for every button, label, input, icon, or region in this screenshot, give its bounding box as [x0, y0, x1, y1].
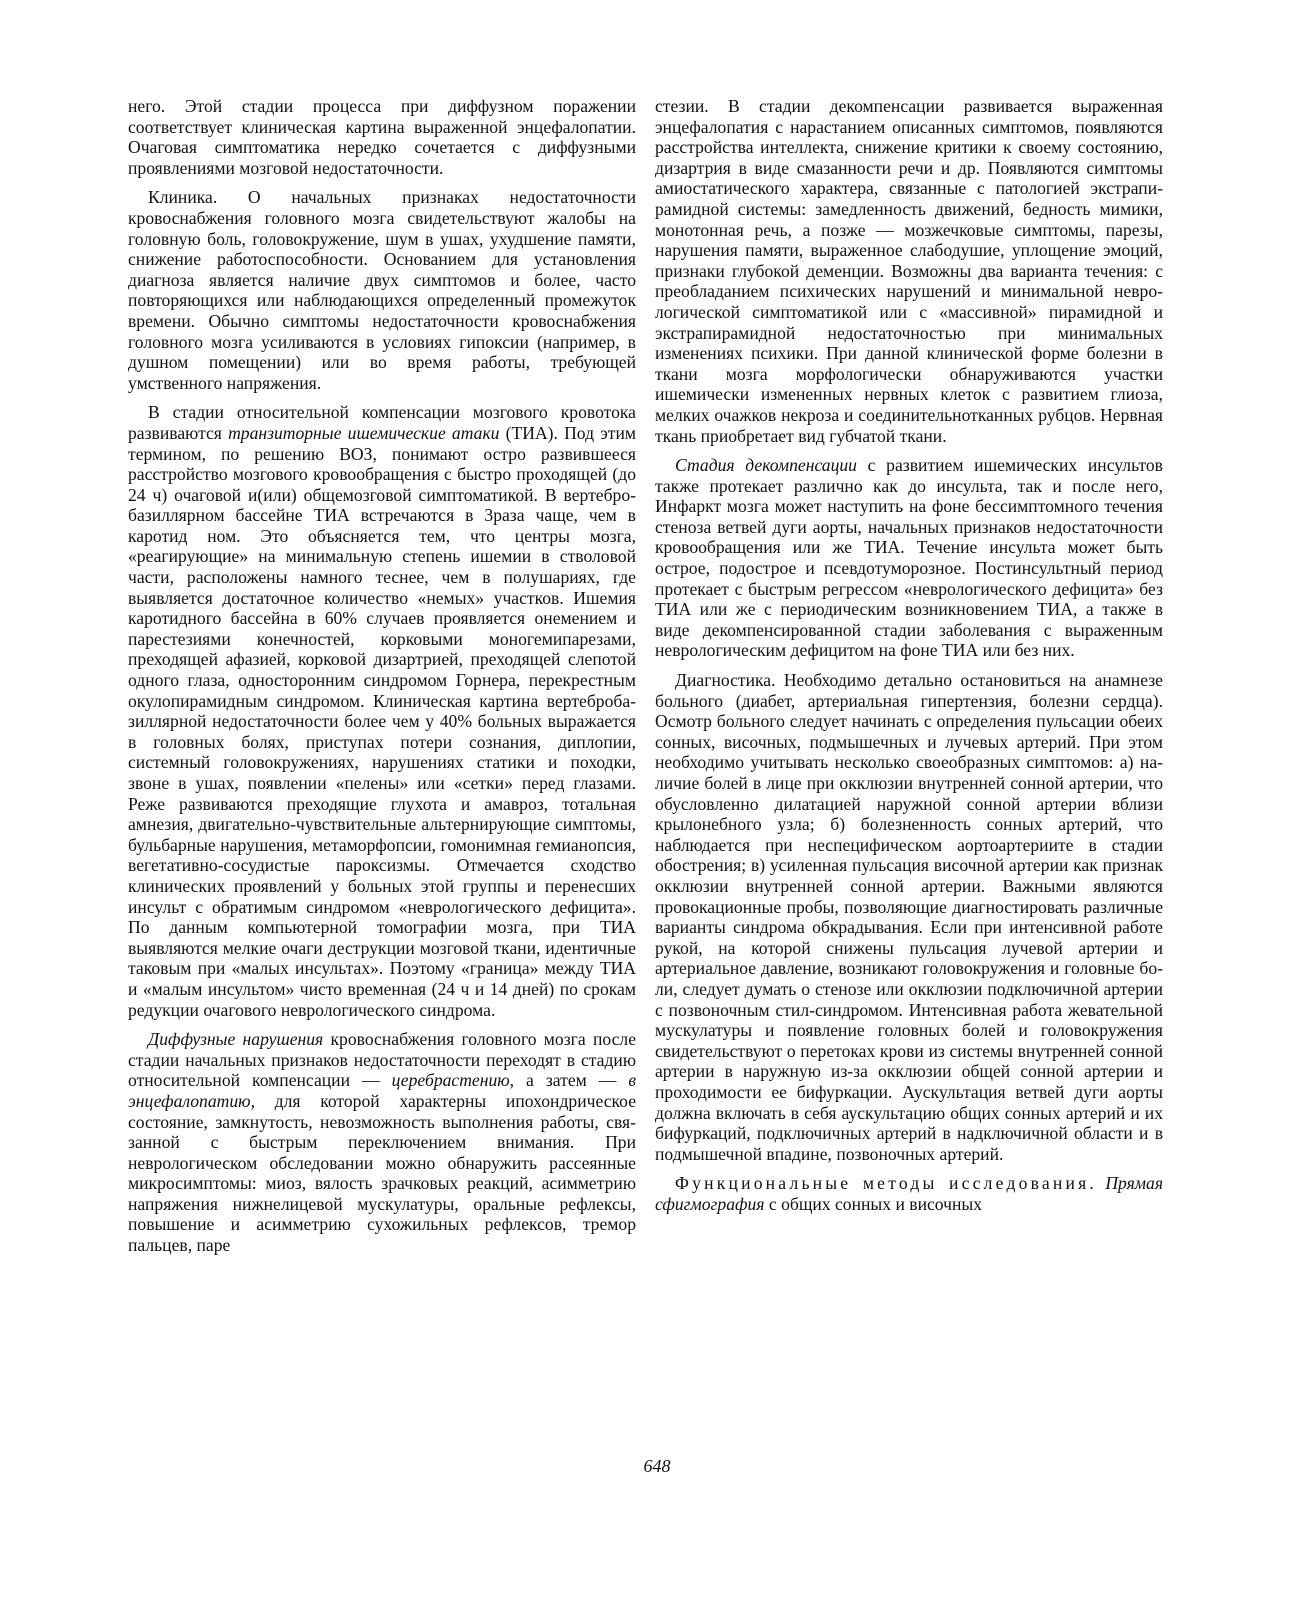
text-run: с общих сонных и височных — [764, 1193, 983, 1214]
section-heading-functional-methods: Функциональные методы исследования. — [675, 1173, 1097, 1194]
paragraph-functional-methods — [655, 1173, 1163, 1214]
italic-term-cerebrasthenia: церебрастению, — [391, 1070, 515, 1091]
italic-term-decompensation: Стадия декомпенсации — [675, 455, 857, 476]
paragraph-diffuse — [128, 1029, 636, 1256]
paragraph-continuation: стезии. В стадии декомпенсации развивается выраженная энцефалопатия с нарастанием описанных симптомов, появляются расстройства интеллекта, снижение критики к своему состоянию, дизартрия в виде смазанности речи и др. Появляются симптомы амиостатического характера, связанные с патологией экстрапирамидной системы: замедленность движений, бедность мимики, монотонная речь, а позже — мозжечковые симптомы, парезы, нарушения памяти, выраженное слабодушие, уплощение эмоций, признаки глубокой деменции. Возможны два варианта течения: с преобладанием психических нарушений и минимальной неврологической симптоматикой или с «массивной» пирамидной и экстрапирамидной недостаточностью при минимальных изменениях психики. При данной клинической форме болезни в ткани мозга морфологически обнаруживаются участки ишемически измененных нервных клеток с развитием глиоза, мелких очажков некроза и соединительнотканных рубцов. Нервная ткань приобретает вид губчатой ткани. — [655, 96, 1163, 446]
paragraph-diagnostics: Диагностика. Необходимо детально остановиться на анамнезе больного (диабет, артериальная гипертензия, болезни сердца). Осмотр больного следует начинать с определения пульсации обеих сонных, височных, подмышечных и лучевых артерий. При этом необходимо учитывать несколько своеобразных симптомов: а) наличие болей в лице при окклюзии внутренней сонной артерии, что обусловленно дилатацией наружной сонной артерии вблизи крылонебного узла; б) болезненность сонных артерий, что наблюдается при неспецифическом аортоартериите в стадии обострения; в) усиленная пульсация височной артерии как признак окклюзии внутренней сонной артерии. Важными являются провокационные пробы, позволяющие диагностировать различные варианты синдрома обкрадывания. Если при интенсивной работе рукой, на которой снижены пульсация лучевой артерии и артериальное давление, возникают головокружения и головные боли, следует думать о стенозе или окклюзии подключичной артерии с позвоночным стил-синдромом. Интенсивная работа жевательной мускулатуры и появление головных болей и головокружения свидетельствуют о перетоках крови из системы внутренней сонной артерии в наружную из-за окклюзии общей сонной артерии и проходимости ее бифуркации. Аускультация ветвей дуги аорты должна включать в себя аускультацию общих сонных артерий и их бифуркаций, подключичных артерий в надключичной области и в подмышечной впадине, позвоночных артерий. — [655, 670, 1163, 1164]
page-number: 648 — [643, 1456, 671, 1476]
text-run: кровоснабжения головного мозга после стадии начальных признаков недостаточности переходят в стадию относительной компенсации — — [128, 1029, 636, 1091]
text-run: а затем — — [514, 1070, 629, 1091]
text-run: для которой характерны ипохондрическое состояние, замкнутость, невозможность выполнения работы, связанной с быстрым переключением внимания. При неврологическом обследовании можно обнаружить рассеянные микросимптомы: миоз, вялость зрачковых реакций, асимметрию напряжения нижнелицевой мускулатуры, оральные рефлексы, повышение и асимметрию сухожильных рефлексов, тремор пальцев, паре — [128, 1090, 636, 1256]
italic-term-sphygmography: Прямая сфигмография — [655, 1173, 1163, 1214]
text-run: В стадии относительной компенсации мозгового кровотока развиваются — [128, 402, 636, 443]
paragraph-continuation: него. Этой стадии процесса при диффузном поражении соответствует клиническая картина выраженной энцефалопатии. Очаговая симптоматика нередко сочетается с диффузными проявлениями мозговой недостаточности. — [128, 96, 636, 178]
italic-term-tia: транзиторные ишемические атаки — [228, 422, 500, 443]
text-run: (ТИА). Под этим термином, по решению ВОЗ, понимают остро развившееся расстройство мозгового кровообращения с быстро проходящей (до 24 ч) очаговой и(или) общемозговой симптоматикой. В вертебробазиллярном бассейне ТИА встречаются в 3раза чаще, чем в каротид ном. Это объясняется тем, что центры мозга, «реагирующие» на минимальную степень ишемии в стволовой части, расположены намного теснее, чем в полушариях, где выявляется достаточное количество «немых» участков. Ишемия каротидного бассейна в 60% случаев проявляется онемением и парестезиями конечностей, корковыми моногемипарезами, преходящей афазией, корковой дизартрией, преходящей слепотой одного глаза, односторонним синдромом Горнера, перекрестным окулопирамидным синдромом. Клиническая картина вертебробазиллярной недостаточности более чем у 40% больных выражается в головных болях, приступах потери сознания, диплопии, системный головокружениях, нарушениях статики и походки, звоне в ушах, появлении «пелены» или «сетки» перед глазами. Реже развиваются преходящие глухота и амавроз, тотальная амнезия, двигательно-чувствительные альтернирующие симптомы, бульбарные нарушения, метаморфопсии, гомонимная гемианопсия, вегетативно-сосудистые пароксизмы. Отмечается сходство клинических проявлений у больных этой группы и перенесших инсульт с обратимым синдромом «неврологического дефицита». По данным компьютерной томографии мозга, при ТИА выявляются мелкие очаги деструкции мозговой ткани, идентичные таковым при «малых инсультах». Поэтому «граница» между ТИА и «малым инсультом» чисто временная (24 ч и 14 дней) по срокам редукции очагового неврологического синдрома. — [128, 422, 637, 1020]
italic-term-encephalopathy: в энцефалопатию, — [128, 1070, 636, 1111]
paragraph-decompensation — [655, 455, 1163, 661]
text-run: с развитием ишемических инсультов также протекает различно как до инсульта, так и после него, Инфаркт мозга может наступить на фоне бессимптомного течения стеноза ветвей дуги аорты, начальных признаков недостаточности кровообращения или же ТИА. Течение инсульта может быть острое, подострое и псевдотуморозное. Постинсультный период протекает с быстрым регрессом «неврологического дефицита» без ТИА или же с периодическим возникновением ТИА, а также в виде декомпенсированной стадии заболевания с выраженным неврологическим дефицитом на фоне ТИА или без них. — [655, 455, 1163, 661]
paragraph-clinic: Клиника. О начальных признаках недостаточности кровоснабжения головного мозга свидетельствуют жалобы на головную боль, головокружение, шум в ушах, ухудшение памяти, снижение работоспособности. Основанием для установления диагноза является наличие двух симптомов и более, часто повторяющихся или наблюдающихся определенный промежуток времени. Обычно симптомы недостаточности кровоснабжения головного мозга усиливаются в условиях гипоксии (например, в душном помещении) или во время работы, требующей умственного напряжения. — [128, 187, 636, 393]
right-column — [655, 96, 1163, 1214]
left-column — [128, 96, 636, 1256]
paragraph-tia — [128, 402, 636, 1020]
italic-term-diffuse: Диффузные нарушения — [148, 1029, 324, 1050]
